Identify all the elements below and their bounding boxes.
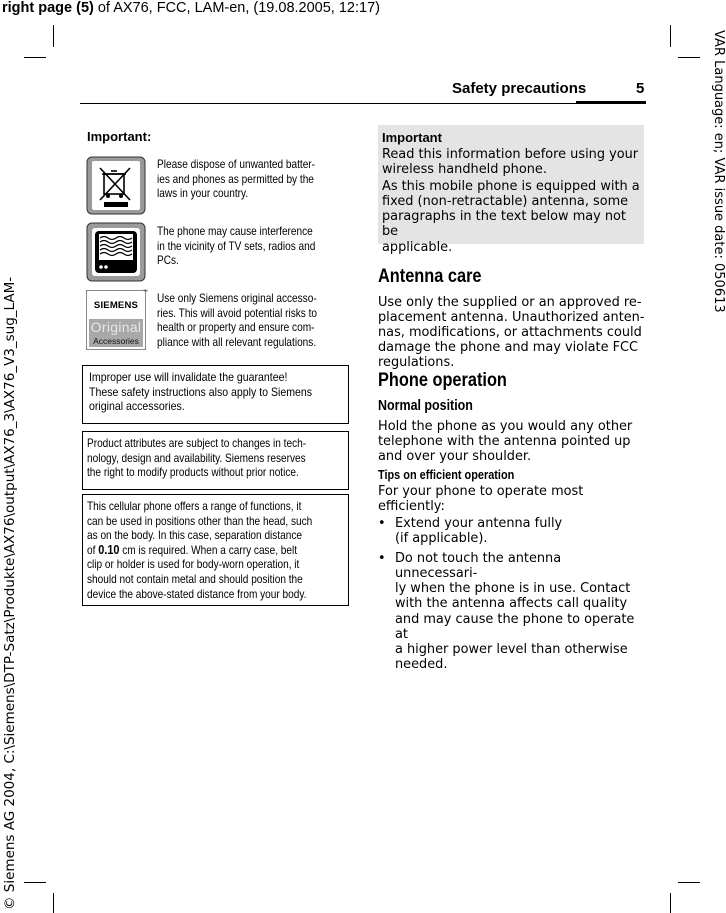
text-line: telephone with the antenna pointed up <box>378 434 631 450</box>
text-line: paragraphs in the text below may not be <box>382 209 626 240</box>
crop-mark <box>670 893 671 913</box>
text-line: ly when the phone is in use. Contact <box>395 581 631 597</box>
text-line: clip or holder is used for body-worn operation, it <box>87 557 300 572</box>
important-label: Important: <box>87 129 152 144</box>
important-box-title: Important <box>382 130 442 145</box>
tips-bullet-list <box>378 516 646 672</box>
logo-word: Original <box>90 319 142 335</box>
crossed-out-bin-icon <box>86 156 146 215</box>
text-line: This cellular phone offers a range of functions, it <box>87 499 302 513</box>
crop-mark <box>670 25 671 47</box>
text-line: wireless handheld phone. <box>382 162 547 178</box>
text-line: Please dispose of unwanted batter- <box>157 157 316 171</box>
trademark-mark: ™ <box>143 289 148 295</box>
text-line: efficiently: <box>378 499 445 515</box>
text-line: nas, modifications, or attachments could <box>378 325 642 341</box>
text-line: and over your shoulder. <box>378 449 532 465</box>
antenna-care-heading: Antenna care <box>378 266 482 287</box>
text-line: fixed (non-retractable) antenna, some <box>382 194 629 210</box>
text-line: regulations. <box>378 355 455 371</box>
text-line: As this mobile phone is equipped with a <box>382 179 640 195</box>
header-rule-bold <box>576 101 646 104</box>
text-fragment: of <box>87 542 99 557</box>
text-line: Read this information before using your <box>382 147 639 162</box>
meta-details: of AX76, FCC, LAM-en, (19.08.2005, 12:17) <box>93 0 380 16</box>
text-line: The phone may cause interference <box>157 224 313 238</box>
guarantee-text <box>89 370 344 414</box>
text-line: Product attributes are subject to changes in tech- <box>87 436 307 450</box>
body-worn-text <box>87 499 347 601</box>
header-rule <box>80 103 646 104</box>
text-line: nology, design and availability. Siemens reserves <box>87 450 306 465</box>
logo-sub: Accessories <box>93 336 139 346</box>
text-line: placement antenna. Unauthorized anten- <box>378 310 645 326</box>
text-line: Use only Siemens original accesso- <box>157 291 317 305</box>
text-line: Do not touch the antenna unnecessari- <box>395 551 562 582</box>
original-accessories-note <box>157 291 346 349</box>
bullet-icon: • <box>378 551 386 567</box>
text-line: PCs. <box>157 253 179 268</box>
file-path-sidebar: © Siemens AG 2004, C:\Siemens\DTP-Satz\Produkte\AX76\output\AX76_3\AX76_V3_sug_LAM- <box>2 276 18 910</box>
text-line: Extend your antenna fully <box>395 516 563 531</box>
meta-page-label: right page (5) <box>2 0 94 16</box>
tv-interference-note <box>157 224 346 268</box>
text-line: and may cause the phone to operate at <box>395 611 635 642</box>
text-line: the right to modify products without prior notice. <box>87 465 299 480</box>
crop-mark <box>53 25 54 47</box>
separation-distance-value: 0.10 <box>98 541 120 557</box>
disposal-note <box>157 157 346 201</box>
text-line: For your phone to operate most <box>378 484 584 499</box>
bullet-icon: • <box>378 516 386 531</box>
text-line: ries. This will avoid potential risks to <box>157 305 318 320</box>
tv-interference-icon <box>86 222 146 282</box>
crop-mark <box>24 57 46 58</box>
crop-mark <box>53 893 54 913</box>
separation-distance-line <box>87 543 347 558</box>
normal-position-heading: Normal position <box>378 398 473 414</box>
text-line: needed. <box>395 656 448 672</box>
text-line: (if applicable). <box>395 531 488 547</box>
text-line: ies and phones as permitted by the <box>157 171 314 186</box>
print-meta-line <box>2 0 380 16</box>
text-line: health or property and ensure com- <box>157 320 315 335</box>
text-line: pliance with all relevant regulations. <box>157 334 317 349</box>
text-line: laws in your country. <box>157 186 249 201</box>
crop-mark <box>678 882 700 883</box>
text-line: with the antenna affects call quality <box>395 596 628 612</box>
antenna-care-text <box>378 295 646 370</box>
list-item <box>378 516 646 546</box>
text-line: Improper use will invalidate the guarantee! <box>89 370 288 384</box>
text-line: a higher power level than otherwise <box>395 641 628 657</box>
text-line: can be used in positions other than the head, such <box>87 513 313 528</box>
text-line: in the vicinity of TV sets, radios and <box>157 238 316 253</box>
text-line: applicable. <box>382 239 453 255</box>
text-line: should not contain metal and should position the <box>87 571 303 586</box>
text-line: original accessories. <box>89 399 185 414</box>
logo-brand: SIEMENS <box>93 300 139 311</box>
text-fragment: cm is required. When a carry case, belt <box>119 542 298 557</box>
crop-mark <box>24 882 46 883</box>
var-language-sidebar: VAR Language: en; VAR issue date: 050613 <box>711 30 726 313</box>
siemens-original-accessories-logo <box>86 290 146 350</box>
text-line: Use only the supplied or an approved re- <box>378 295 642 310</box>
running-header-title: Safety precautions <box>452 80 587 97</box>
page-number: 5 <box>636 80 645 97</box>
normal-position-text <box>378 419 646 464</box>
text-line: as on the body. In this case, separation distance <box>87 528 302 543</box>
product-attributes-text <box>87 436 347 480</box>
important-box-text <box>382 147 646 255</box>
crop-mark <box>678 57 700 58</box>
text-line: These safety instructions also apply to Siemens <box>89 384 313 399</box>
text-line: device the above-stated distance from your body. <box>87 586 307 601</box>
list-item <box>378 551 646 672</box>
text-line: damage the phone and may violate FCC <box>378 340 639 356</box>
tips-heading: Tips on efficient operation <box>378 467 515 482</box>
text-line: Hold the phone as you would any other <box>378 419 633 434</box>
phone-operation-heading: Phone operation <box>378 370 507 391</box>
tips-text <box>378 484 646 514</box>
